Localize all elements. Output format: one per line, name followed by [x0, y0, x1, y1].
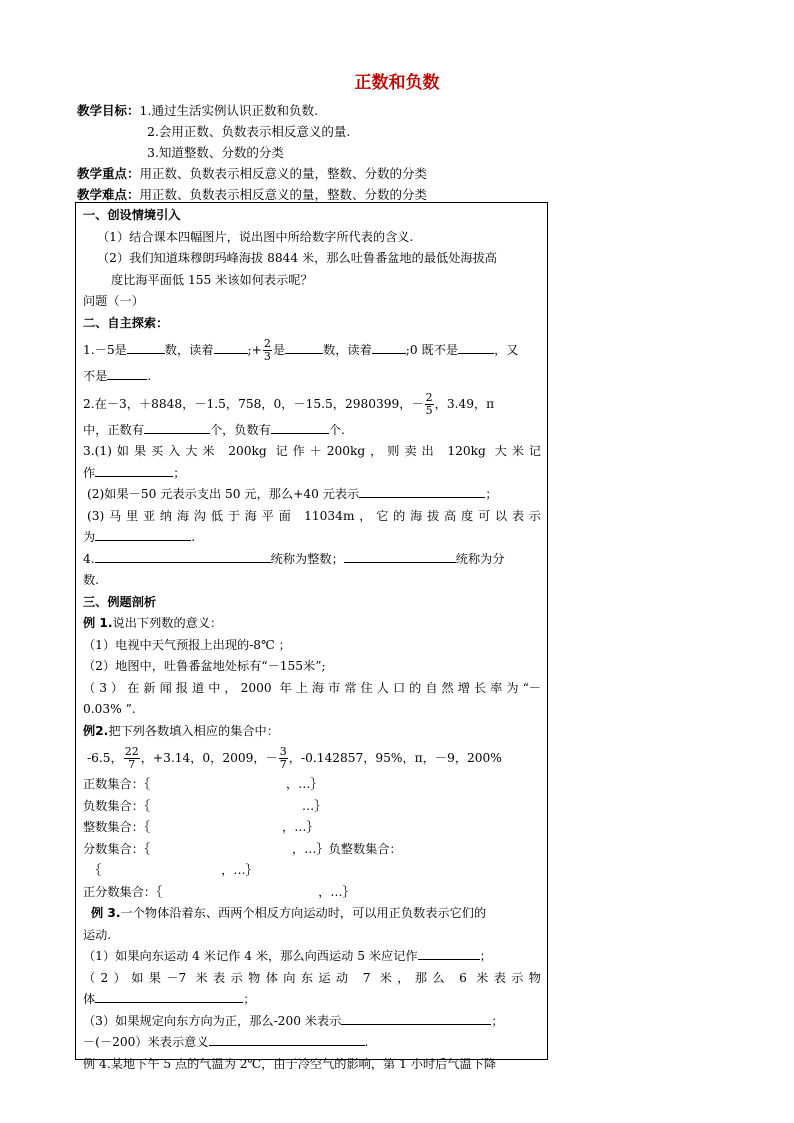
q2-line-2 [83, 420, 541, 442]
q4-blank-1[interactable] [95, 549, 271, 563]
q1-text-g: ，又 [494, 343, 519, 357]
fraction-two-fifths [425, 392, 434, 417]
set-fraction [83, 839, 541, 861]
q3-text-e: ； [485, 487, 498, 501]
frac-num: 2 [263, 337, 271, 350]
set-positive-fraction [83, 882, 541, 904]
s1-p2a: （2）我们知道珠穆朗玛峰海拔 8844 米，那么吐鲁番盆地的最低处海拔高 [97, 251, 497, 265]
q4-text-b: 统称为整数； [270, 551, 344, 566]
focus-label: 教学重点： [77, 166, 140, 181]
ex2-numbers [83, 742, 541, 774]
q1-text-c: ;+ [247, 343, 262, 357]
ex3-1-end: ； [479, 949, 492, 963]
frac-num: 22 [124, 745, 139, 758]
q1-blank-2[interactable] [214, 340, 248, 354]
set-neg-integer-open: ｛ [89, 863, 102, 877]
ex3-2-blank[interactable] [95, 989, 243, 1003]
ex3-line [83, 903, 541, 925]
q1-text-e: 数，读着 [323, 343, 372, 357]
ex3-1-blank[interactable] [418, 946, 480, 960]
ex1-item-1: （1）电视中天气预报上出现的-8℃ ； [83, 637, 291, 652]
set-positive [83, 774, 541, 796]
ex2-text: 把下列各数填入相应的集合中： [108, 723, 279, 738]
s1-p2b: 度比海平面低 155 米该如何表示呢？ [111, 272, 313, 287]
q3-line-3 [83, 484, 541, 506]
q3-text-d: (2)如果－50 元表示支出 50 元，那么+40 元表示 [87, 487, 360, 501]
goals-label: 教学目标： [77, 103, 140, 118]
ex3-1-text: （1）如果向东运动 4 米记作 4 米，那么向西运动 5 米应记作 [83, 949, 418, 963]
ex2-num-c: ，-0.142857，95%，π，－9，200% [288, 751, 502, 765]
section-1-heading: 一、创设情境引入 [83, 208, 181, 222]
fraction-two-thirds [263, 338, 272, 363]
ex1-line [83, 613, 541, 635]
q1-text-a: 1.－5是 [83, 343, 127, 357]
focus-row [77, 163, 547, 184]
lesson-box [75, 202, 548, 1071]
ex3-line-2: 运动. [83, 927, 112, 942]
ex3-2-text: 体 [83, 992, 96, 1006]
frac-den: 7 [279, 758, 287, 771]
q3-blank-3[interactable] [95, 527, 191, 541]
s1-p1: （1）结合课本四幅图片，说出图中所给数字所代表的含义. [97, 229, 414, 244]
teaching-goals [77, 100, 547, 205]
q1-blank-5[interactable] [458, 340, 494, 354]
ex3-3c-text: －(－200）米表示意义 [83, 1035, 209, 1049]
ex4-line: 例 4.某地下午 5 点的气温为 2℃，由于冷空气的影响，第 1 小时后气温下降 [83, 1056, 497, 1071]
ex2-num-a: -6.5， [87, 751, 123, 765]
q1-text-b: 数，读着 [164, 343, 214, 357]
q4-text-a: 4. [83, 551, 95, 566]
set-negative-end: …｝ [302, 798, 327, 813]
goal-item-2: 2.会用正数、负数表示相反意义的量. [147, 124, 351, 139]
ex1-item-3b: 0.03% ”. [83, 702, 136, 716]
fraction-22-7 [124, 746, 140, 771]
goal-item-1: 1.通过生活实例认识正数和负数. [139, 103, 318, 118]
q4-line [83, 549, 541, 571]
q3-text-g: 为 [83, 530, 96, 544]
frac-den: 3 [263, 350, 271, 363]
set-negative-label: 负数集合：｛ [83, 798, 151, 813]
q3-blank-2[interactable] [359, 484, 485, 498]
ex3-2-end: ； [243, 992, 256, 1006]
ex3-3-end: ； [491, 1013, 504, 1028]
set-neg-integer [83, 860, 541, 882]
q3-text-c: ； [173, 465, 186, 480]
set-positive-fraction-end: ，…｝ [318, 884, 355, 899]
q2-blank-1[interactable] [144, 420, 210, 434]
page-title: 正数和负数 [354, 73, 440, 93]
q1-line [83, 334, 541, 366]
q4-line-2: 数. [83, 573, 100, 587]
goal-item-3: 3.知道整数、分数的分类 [147, 145, 284, 160]
q2-text-d: 个，负数有 [209, 422, 271, 437]
q1-text-i: . [147, 369, 152, 383]
frac-num: 3 [279, 745, 287, 758]
set-integer-end: ，…｝ [282, 820, 319, 834]
ex3-item-3 [83, 1011, 541, 1033]
set-negative [83, 796, 541, 818]
ex3-item-2: （2）如果－7 米表示物体向东运动 7 米，那么 6 米表示物 [83, 970, 541, 985]
set-neg-integer-end: ，…｝ [221, 863, 258, 877]
q2-text-a: 2.在－3，＋8848，－1.5，758，0，－15.5，2980399，－ [83, 396, 424, 411]
q4-text-c: 统称为分 [455, 551, 505, 566]
ex3-item-1 [83, 946, 541, 968]
ex3-label: 例 3. [91, 906, 121, 920]
ex1-label: 例 1. [83, 616, 113, 630]
q2-line [83, 388, 541, 420]
q2-text-c: 中，正数有 [83, 422, 144, 437]
ex3-item-3b [83, 1032, 541, 1054]
q3-line-4: (3)马里亚纳海沟低于海平面 11034m，它的海拔高度可以表示 [87, 508, 541, 523]
set-positive-fraction-label: 正分数集合：｛ [83, 884, 163, 899]
q2-text-e: 个. [328, 422, 345, 437]
frac-den: 7 [128, 758, 136, 771]
q4-blank-2[interactable] [344, 549, 456, 563]
q3-line-2 [83, 463, 541, 485]
q2-blank-2[interactable] [271, 420, 329, 434]
q1-blank-3[interactable] [285, 340, 323, 354]
set-integer [83, 817, 541, 839]
q1-line-2 [83, 366, 541, 388]
ex3-text: 一个物体沿着东、西两个相反方向运动时，可以用正负数表示它们的 [120, 906, 487, 920]
focus-text: 用正数、负数表示相反意义的量，整数、分数的分类 [139, 166, 428, 181]
q3-line-1: 3.(1)如果买入大米 200kg 记作＋200kg，则卖出 120kg 大米记 [83, 444, 541, 458]
frac-den: 5 [425, 403, 433, 417]
set-fraction-label: 分数集合：｛ [83, 841, 151, 856]
set-positive-label: 正数集合：｛ [83, 777, 151, 791]
q3-text-b: 作 [83, 465, 96, 480]
q1-text-f: ;0 既不是 [405, 343, 459, 357]
ex3-3-blank[interactable] [341, 1011, 491, 1025]
ex2-label: 例2. [83, 723, 109, 738]
difficulty-text: 用正数、负数表示相反意义的量，整数、分数的分类 [139, 187, 428, 202]
ex2-num-b: ，+3.14，0，2009，－ [140, 751, 278, 765]
q3-blank-1[interactable] [95, 463, 173, 477]
section-2-heading: 二、自主探索： [83, 315, 169, 330]
set-integer-label: 整数集合：｛ [83, 820, 151, 834]
q2-text-b: ，3.49，π [434, 396, 495, 411]
q3-text-h: . [191, 530, 196, 544]
ex3-3c-blank[interactable] [209, 1032, 365, 1046]
q1-blank-4[interactable] [372, 340, 406, 354]
ex1-text: 说出下列数的意义： [112, 616, 223, 630]
question-label: 问题（一） [83, 294, 144, 308]
q1-text-d: 是 [272, 343, 286, 357]
ex3-3c-end: . [364, 1035, 369, 1049]
section-3-heading: 三、例题剖析 [83, 594, 157, 609]
frac-num: 2 [425, 390, 433, 404]
q1-text-h: 不是 [83, 369, 108, 383]
q1-blank-6[interactable] [107, 366, 147, 380]
difficulty-label: 教学难点： [77, 187, 140, 202]
goal-row-1 [77, 100, 547, 121]
ex3-item-2b [83, 989, 541, 1011]
fraction-3-7 [279, 746, 288, 771]
set-positive-end: ，…｝ [286, 777, 323, 791]
ex3-3-text: （3）如果规定向东方向为正，那么-200 米表示 [83, 1013, 342, 1028]
q3-line-5 [83, 527, 541, 549]
set-fraction-end: ，…｝负整数集合： [292, 841, 402, 856]
ex1-item-2: （2）地图中，吐鲁番盆地处标有“－155米”; [83, 659, 326, 673]
ex1-item-3: （3）在新闻报道中，2000 年上海市常住人口的自然增长率为“－ [83, 680, 541, 695]
q1-blank-1[interactable] [127, 340, 165, 354]
ex2-line [83, 721, 541, 743]
